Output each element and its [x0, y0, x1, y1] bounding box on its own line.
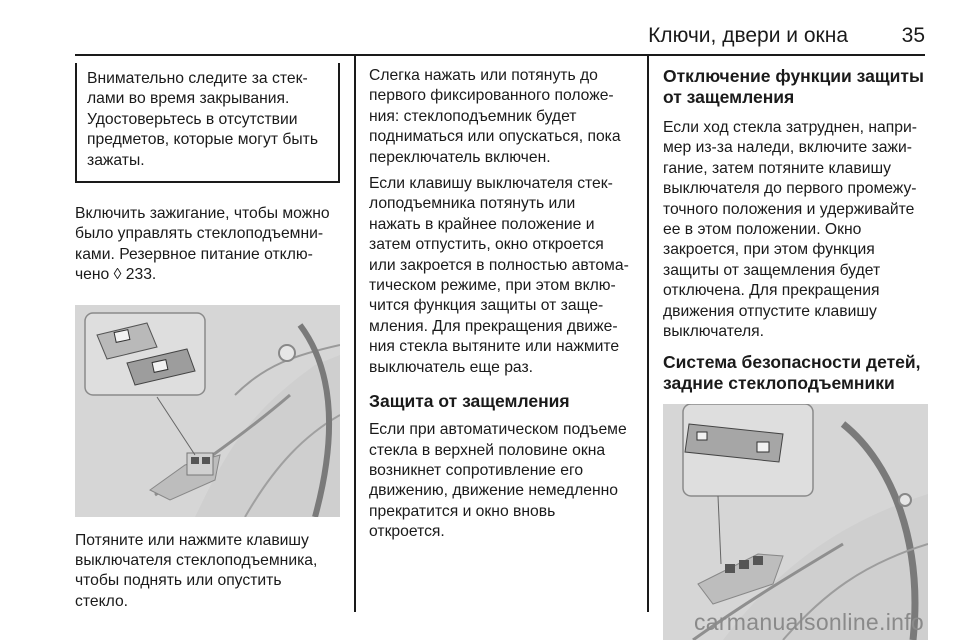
paragraph-first-position [369, 66, 637, 168]
text-line: выключатель еще раз. [369, 358, 534, 376]
section-heading-disable-protection [663, 66, 928, 108]
text-line: выключателя. [663, 323, 764, 341]
text-line: тическом режиме, при этом вклю- [369, 277, 616, 295]
text-line: первого фиксированного положе- [369, 87, 614, 105]
heading-line: Отключение функции защиты [663, 66, 924, 86]
text-line: мления. Для прекращения движе- [369, 317, 618, 335]
page-number: 35 [901, 24, 925, 47]
text-line: выключателя стеклоподъемника, [75, 552, 318, 570]
text-line: прекратится и окно вновь [369, 502, 556, 520]
text-line: или закроется в полностью автома- [369, 256, 629, 274]
text-line: подниматься или опускаться, пока [369, 128, 621, 146]
text-line: откроется. [369, 523, 445, 541]
column-divider-1 [354, 56, 356, 612]
text-line: лоподъемника потянуть или [369, 195, 576, 213]
text-line: мер из-за наледи, включите зажи- [663, 139, 912, 157]
text-line: ния: стеклоподъемник будет [369, 107, 577, 125]
heading-line: задние стеклоподъемники [663, 373, 895, 394]
door-panel-drawing [75, 305, 340, 517]
text-line: стекла в верхней половине окна [369, 441, 606, 459]
text-line: стекло. [75, 592, 129, 610]
child-lock-door-drawing [663, 404, 928, 640]
page-header-title: Ключи, двери и окна [648, 24, 848, 47]
text-line: движению, движение немедленно [369, 482, 618, 500]
text-line: чтобы поднять или опустить [75, 572, 282, 590]
text-line: Если при автоматическом подъеме [369, 421, 627, 439]
paragraph-disable-protection [663, 118, 928, 342]
text-line: защиты от защемления будет [663, 261, 881, 279]
text-line: Потяните или нажмите клавишу [75, 531, 309, 549]
text-line: Включить зажигание, чтобы можно [75, 205, 330, 223]
section-heading-pinch-protection: Защита от защемления [369, 391, 570, 412]
column-divider-2 [647, 56, 649, 612]
notice-line: лами во время закрывания. [87, 90, 290, 108]
text-line: отключена. Для прекращения [663, 282, 880, 300]
caution-notice-box [75, 63, 340, 183]
text-line: движения отпустите клавишу [663, 302, 877, 320]
text-line: чено ◊ 233. [75, 266, 157, 284]
text-line: гание, затем потяните клавишу [663, 159, 891, 177]
notice-line: зажаты. [87, 151, 145, 169]
paragraph-ignition [75, 204, 340, 286]
illustration-window-switch [75, 305, 340, 517]
text-line: Слегка нажать или потянуть до [369, 67, 598, 84]
column-3 [663, 56, 928, 640]
notice-line: Внимательно следите за стек- [87, 70, 308, 87]
notice-line: Удостоверьтесь в отсутствии [87, 110, 298, 128]
text-line: ее в этом положении. Окно [663, 221, 862, 239]
text-line: чится функция защиты от заще- [369, 297, 604, 315]
section-heading-child-safety [663, 352, 928, 394]
column-1 [75, 56, 340, 612]
heading-line: Система безопасности детей, [663, 352, 921, 373]
notice-line: предметов, которые могут быть [87, 131, 318, 149]
column-2 [369, 56, 637, 543]
text-line: Если ход стекла затруднен, напри- [663, 119, 917, 136]
text-line: выключателя до первого промежу- [663, 180, 917, 198]
text-line: возникнет сопротивление его [369, 461, 584, 479]
watermark: carmanualsonline.info [693, 609, 924, 635]
text-line: закроется, при этом функция [663, 241, 875, 259]
text-line: точного положения и удерживайте [663, 200, 915, 218]
illustration-child-lock-switch [663, 404, 928, 640]
text-line: ния стекла вытяните или нажмите [369, 338, 620, 356]
text-line: переключатель включен. [369, 148, 551, 166]
text-line: ками. Резервное питание отклю- [75, 245, 313, 263]
text-line: Если клавишу выключателя стек- [369, 175, 613, 193]
heading-line: от защемления [663, 87, 795, 107]
text-line: было управлять стеклоподъемни- [75, 225, 324, 243]
paragraph-switch-usage [75, 531, 340, 613]
text-line: затем отпустить, окно откроется [369, 236, 604, 254]
text-line: нажать в крайнее положение и [369, 215, 595, 233]
paragraph-pinch-protection [369, 420, 637, 542]
paragraph-auto-mode [369, 174, 637, 378]
